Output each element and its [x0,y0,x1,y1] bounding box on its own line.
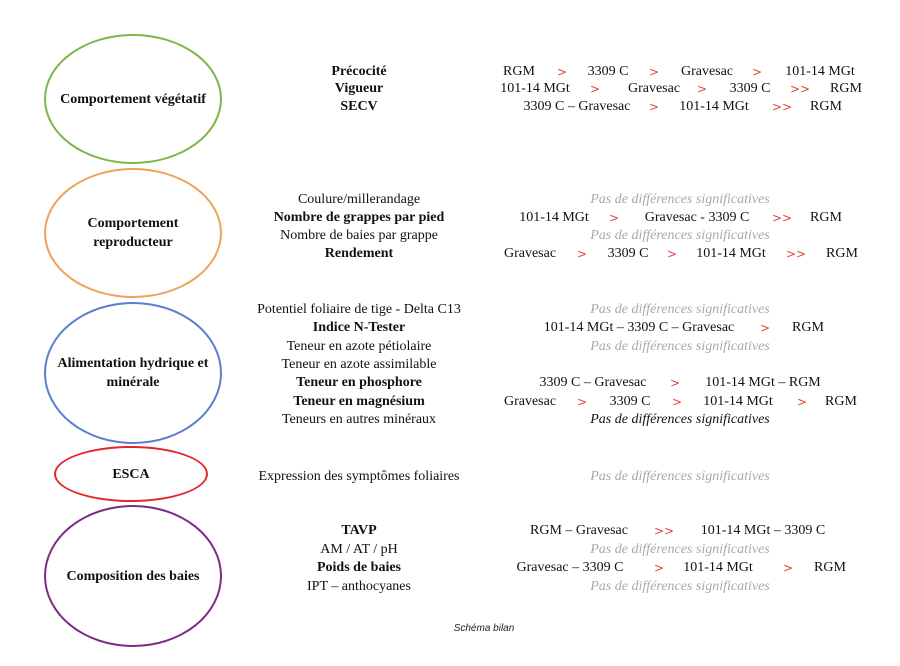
criterion-label: Teneur en phosphore [296,375,422,390]
group-vegetatif-ellipse [44,34,222,164]
rootstock-name: 3309 C [587,64,629,79]
no-significant-difference: Pas de différences significatives [590,412,770,427]
much-greater-than-symbol: >> [785,247,807,261]
criterion-label: Potentiel foliaire de tige - Delta C13 [257,302,461,317]
rootstock-name: 101-14 MGt [500,81,570,96]
criterion-label: Nombre de baies par grappe [280,228,438,243]
greater-than-symbol: > [589,82,601,96]
greater-than-symbol: > [608,211,620,225]
rootstock-name: 101-14 MGt – 3309 C – Gravesac [543,320,735,335]
greater-than-symbol: > [671,395,683,409]
criterion-label: AM / AT / pH [320,542,398,557]
criterion-label: Indice N-Tester [312,320,406,335]
criterion-label: IPT – anthocyanes [307,579,411,594]
much-greater-than-symbol: >> [771,211,793,225]
criterion-label: SECV [340,99,378,114]
greater-than-symbol: > [648,65,660,79]
rootstock-name: Gravesac [680,64,734,79]
group-vegetatif-label: Comportement végétatif [60,91,206,107]
criterion-label: Teneur en magnésium [293,394,425,409]
rootstock-name: RGM [792,320,824,335]
no-significant-difference: Pas de différences significatives [590,302,770,317]
rootstock-name: Gravesac [627,81,681,96]
no-significant-difference: Pas de différences significatives [590,339,770,354]
rootstock-name: 101-14 MGt [696,246,766,261]
group-reproducteur-label: Comportement reproducteur [87,216,179,250]
rootstock-name: 101-14 MGt [519,210,589,225]
greater-than-symbol: > [751,65,763,79]
rootstock-name: 3309 C [607,246,649,261]
rootstock-name: RGM [826,246,858,261]
no-significant-difference: Pas de différences significatives [590,228,770,243]
group-baies-ellipse [44,505,222,647]
greater-than-symbol: > [782,561,794,575]
rootstock-name: 3309 C [609,394,651,409]
rootstock-name: Gravesac - 3309 C [644,210,750,225]
rootstock-name: 101-14 MGt – 3309 C [700,523,826,538]
greater-than-symbol: > [576,395,588,409]
greater-than-symbol: > [666,247,678,261]
criterion-label: TAVP [341,523,377,538]
rootstock-name: RGM [814,560,846,575]
rootstock-name: RGM [810,99,842,114]
rootstock-name: 101-14 MGt – RGM [705,375,821,390]
rootstock-name: 101-14 MGt [679,99,749,114]
greater-than-symbol: > [556,65,568,79]
rootstock-name: 3309 C – Gravesac [523,99,631,114]
figure-caption: Schéma bilan [453,623,515,634]
rootstock-name: RGM – Gravesac [530,523,628,538]
rootstock-name: RGM [825,394,857,409]
much-greater-than-symbol: >> [653,524,675,538]
rootstock-name: 101-14 MGt [703,394,773,409]
group-alimentation-label: Alimentation hydrique et minérale [57,356,209,390]
rootstock-name: Gravesac [503,246,557,261]
group-esca-label: ESCA [112,466,150,482]
greater-than-symbol: > [796,395,808,409]
no-significant-difference: Pas de différences significatives [590,579,770,594]
group-reproducteur-ellipse [44,168,222,298]
criterion-label: Poids de baies [316,560,402,575]
much-greater-than-symbol: >> [771,100,793,114]
greater-than-symbol: > [759,321,771,335]
criterion-label: Expression des symptômes foliaires [258,469,460,484]
greater-than-symbol: > [696,82,708,96]
rootstock-name: 101-14 MGt [785,64,855,79]
rootstock-name: RGM [810,210,842,225]
rootstock-name: Gravesac – 3309 C [516,560,624,575]
rootstock-name: 3309 C – Gravesac [539,375,647,390]
group-esca-ellipse [54,446,208,502]
rootstock-name: 101-14 MGt [683,560,753,575]
rootstock-name: RGM [830,81,862,96]
criterion-label: Précocité [331,64,387,79]
criterion-label: Rendement [324,246,394,261]
rootstock-name: Gravesac [503,394,557,409]
criterion-label: Teneurs en autres minéraux [281,412,437,427]
rootstock-name: 3309 C [729,81,771,96]
greater-than-symbol: > [653,561,665,575]
rootstock-name: RGM [503,64,535,79]
criterion-label: Vigueur [334,81,384,96]
criterion-label: Coulure/millerandage [297,192,421,207]
greater-than-symbol: > [576,247,588,261]
criterion-label: Teneur en azote pétiolaire [286,339,432,354]
no-significant-difference: Pas de différences significatives [590,469,770,484]
criterion-label: Nombre de grappes par pied [273,210,445,225]
greater-than-symbol: > [648,100,660,114]
greater-than-symbol: > [669,376,681,390]
group-alimentation-ellipse [44,302,222,444]
group-baies-label: Composition des baies [66,568,200,584]
no-significant-difference: Pas de différences significatives [590,542,770,557]
much-greater-than-symbol: >> [789,82,811,96]
no-significant-difference: Pas de différences significatives [590,192,770,207]
criterion-label: Teneur en azote assimilable [281,357,437,372]
